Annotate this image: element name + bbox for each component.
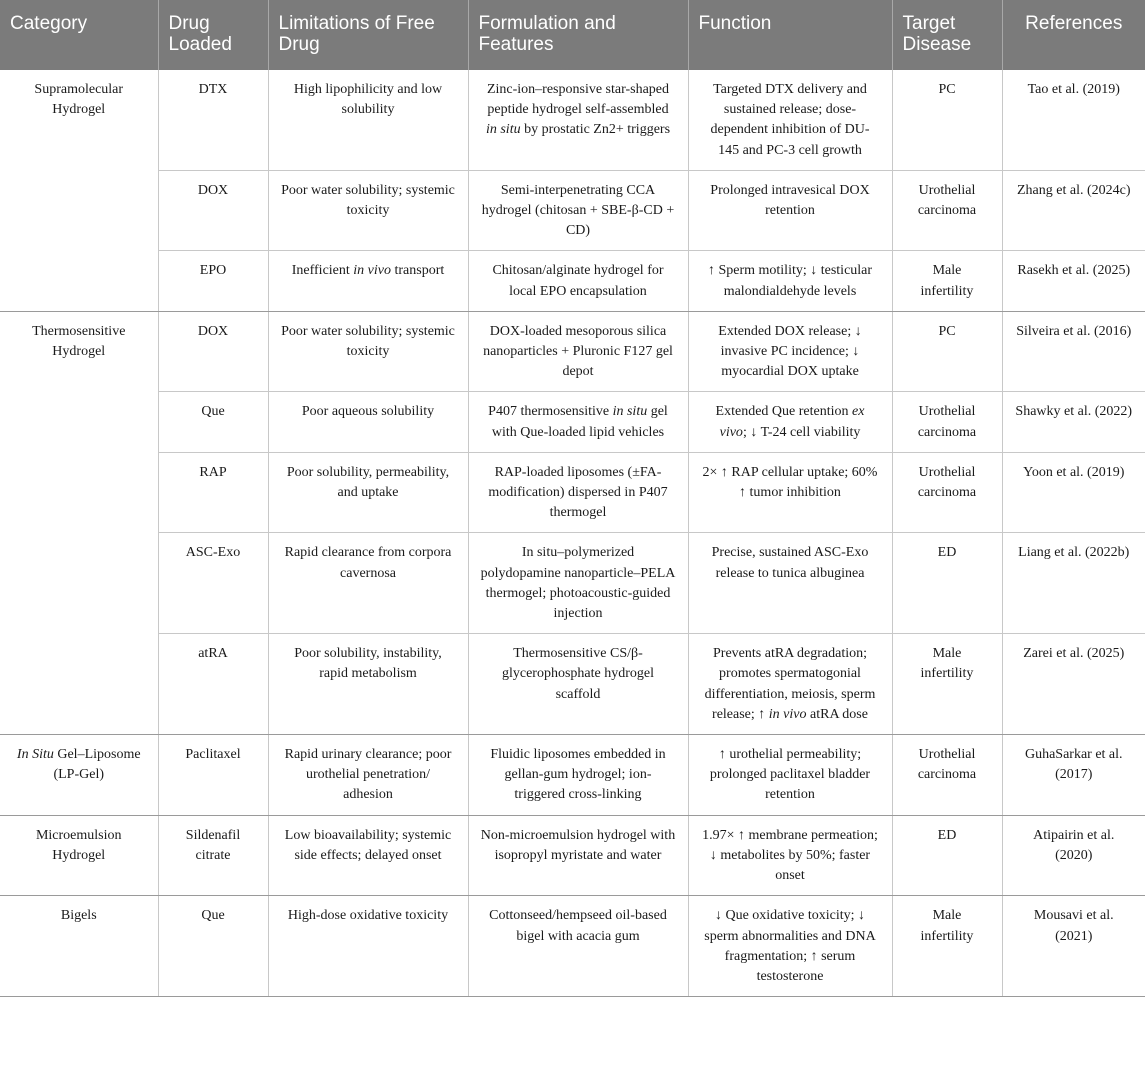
reference-cell: Shawky et al. (2022) (1002, 392, 1145, 452)
cell-text-part: Extended Que retention (715, 404, 852, 420)
formulation-cell (468, 170, 688, 251)
reference-cell: Yoon et al. (2019) (1002, 452, 1145, 533)
limitations-cell: Low bioavailability; systemic side effects; delayed onset (268, 815, 468, 896)
category-cell (0, 735, 158, 816)
header-limitations: Limitations of Free Drug (268, 0, 468, 70)
table-row (0, 392, 1145, 452)
table-row (0, 170, 1145, 251)
category-cell: Supramolecular Hydrogel (0, 70, 158, 311)
table-header-row (0, 0, 1145, 70)
cell-text-part: Gel–Liposome (LP-Gel) (53, 747, 141, 783)
header-drug-loaded: Drug Loaded (158, 0, 268, 70)
reference-cell: Liang et al. (2022b) (1002, 533, 1145, 634)
cell-text-part: ↓ Que oxidative toxicity; ↓ sperm abnormalities and DNA fragmentation; ↑ serum testosterone (704, 908, 876, 984)
target-disease-cell: ED (892, 533, 1002, 634)
cell-text-part: in vivo (768, 706, 807, 722)
header-category: Category (0, 0, 158, 70)
limitations-cell: Poor water solubility; systemic toxicity (268, 311, 468, 392)
function-cell (688, 634, 892, 735)
drug-cell: Que (158, 896, 268, 997)
formulation-cell (468, 896, 688, 997)
reference-cell: Zhang et al. (2024c) (1002, 170, 1145, 251)
cell-text-part: transport (391, 263, 445, 279)
table-row (0, 70, 1145, 170)
formulation-cell (468, 251, 688, 311)
drug-cell: DOX (158, 311, 268, 392)
function-cell (688, 533, 892, 634)
limitations-cell: High-dose oxidative toxicity (268, 896, 468, 997)
drug-cell: RAP (158, 452, 268, 533)
drug-cell: EPO (158, 251, 268, 311)
drug-cell: Sildenafil citrate (158, 815, 268, 896)
cell-text-part: Semi-interpenetrating CCA hydrogel (chitosan + SBE-β-CD + CD) (481, 182, 675, 239)
limitations-cell: Rapid clearance from corpora cavernosa (268, 533, 468, 634)
header-formulation: Formulation and Features (468, 0, 688, 70)
target-disease-cell: Male infertility (892, 251, 1002, 311)
reference-cell: Rasekh et al. (2025) (1002, 251, 1145, 311)
target-disease-cell: PC (892, 311, 1002, 392)
table-row (0, 815, 1145, 896)
formulation-cell (468, 70, 688, 170)
drug-cell: atRA (158, 634, 268, 735)
header-references: References (1002, 0, 1145, 70)
target-disease-cell: Male infertility (892, 634, 1002, 735)
cell-text-part: Inefficient (291, 263, 354, 279)
drug-cell: DOX (158, 170, 268, 251)
cell-text-part: RAP-loaded liposomes (±FA-modification) dispersed in P407 thermogel (488, 464, 668, 521)
target-disease-cell: Urothelial carcinoma (892, 392, 1002, 452)
limitations-cell: High lipophilicity and low solubility (268, 70, 468, 170)
function-cell (688, 70, 892, 170)
cell-text-part: Chitosan/alginate hydrogel for local EPO encapsulation (492, 263, 664, 299)
drug-cell: Paclitaxel (158, 735, 268, 816)
formulation-cell (468, 634, 688, 735)
cell-text-part: Prevents atRA degradation; promotes spermatogonial differentiation, meiosis, sperm release; ↑ (704, 646, 876, 722)
function-cell (688, 452, 892, 533)
drug-cell: Que (158, 392, 268, 452)
cell-text-part: Precise, sustained ASC-Exo release to tunica albuginea (711, 545, 869, 581)
category-cell: Bigels (0, 896, 158, 997)
function-cell (688, 311, 892, 392)
target-disease-cell: Urothelial carcinoma (892, 452, 1002, 533)
drug-cell: ASC-Exo (158, 533, 268, 634)
cell-text-part: Zinc-ion–responsive star-shaped peptide hydrogel self-assembled (486, 82, 670, 118)
reference-cell: Zarei et al. (2025) (1002, 634, 1145, 735)
formulation-cell (468, 452, 688, 533)
header-target-disease: Target Disease (892, 0, 1002, 70)
formulation-cell (468, 735, 688, 816)
reference-cell: GuhaSarkar et al. (2017) (1002, 735, 1145, 816)
limitations-cell (268, 251, 468, 311)
table-row (0, 896, 1145, 997)
target-disease-cell: ED (892, 815, 1002, 896)
cell-text-part: in vivo (353, 263, 391, 279)
limitations-cell: Poor water solubility; systemic toxicity (268, 170, 468, 251)
category-cell: Thermosensitive Hydrogel (0, 311, 158, 734)
function-cell (688, 735, 892, 816)
target-disease-cell: Urothelial carcinoma (892, 170, 1002, 251)
cell-text-part: ↑ urothelial permeability; prolonged paclitaxel bladder retention (709, 747, 871, 803)
table-row (0, 311, 1145, 392)
cell-text-part: Cottonseed/hempseed oil-based bigel with acacia gum (489, 908, 667, 944)
reference-cell: Mousavi et al. (2021) (1002, 896, 1145, 997)
cell-text-part: In Situ (16, 747, 54, 763)
cell-text-part: in situ (612, 404, 648, 420)
cell-text-part: Extended DOX release; ↓ invasive PC incidence; ↓ myocardial DOX uptake (718, 323, 862, 380)
cell-text-part: In situ–polymerized polydopamine nanoparticle–PELA thermogel; photoacoustic-guided injection (480, 545, 676, 622)
cell-text-part: Non-microemulsion hydrogel with isopropyl myristate and water (480, 827, 676, 863)
table-row (0, 735, 1145, 816)
formulation-cell (468, 533, 688, 634)
cell-text-part: Targeted DTX delivery and sustained release; dose-dependent inhibition of DU-145 and PC-3 cell growth (710, 82, 870, 158)
function-cell (688, 815, 892, 896)
cell-text-part: Thermosensitive CS/β-glycerophosphate hydrogel scaffold (501, 646, 654, 702)
function-cell (688, 896, 892, 997)
table-row (0, 452, 1145, 533)
cell-text-part: in situ (485, 122, 521, 138)
cell-text-part: ex vivo (719, 404, 865, 440)
function-cell (688, 170, 892, 251)
cell-text-part: 2× ↑ RAP cellular uptake; 60% ↑ tumor inhibition (702, 464, 878, 501)
limitations-cell: Poor solubility, permeability, and uptake (268, 452, 468, 533)
limitations-cell: Rapid urinary clearance; poor urothelial penetration/ adhesion (268, 735, 468, 816)
reference-cell: Atipairin et al. (2020) (1002, 815, 1145, 896)
cell-text-part: atRA dose (806, 706, 868, 722)
target-disease-cell: Male infertility (892, 896, 1002, 997)
cell-text-part: gel with Que-loaded lipid vehicles (491, 404, 668, 440)
table-row (0, 251, 1145, 311)
reference-cell: Tao et al. (2019) (1002, 70, 1145, 170)
limitations-cell: Poor solubility, instability, rapid metabolism (268, 634, 468, 735)
function-cell (688, 251, 892, 311)
table-body (0, 70, 1145, 997)
formulation-cell (468, 392, 688, 452)
cell-text-part: 1.97× ↑ membrane permeation; ↓ metabolites by 50%; faster onset (702, 827, 878, 884)
limitations-cell: Poor aqueous solubility (268, 392, 468, 452)
cell-text-part: by prostatic Zn2+ triggers (520, 122, 671, 138)
reference-cell: Silveira et al. (2016) (1002, 311, 1145, 392)
cell-text-part: DOX-loaded mesoporous silica nanoparticles + Pluronic F127 gel depot (483, 323, 673, 380)
formulation-cell (468, 815, 688, 896)
cell-text-part: Fluidic liposomes embedded in gellan-gum hydrogel; ion-triggered cross-linking (490, 747, 666, 803)
cell-text-part: ; ↓ T-24 cell viability (742, 424, 861, 440)
function-cell (688, 392, 892, 452)
drug-cell: DTX (158, 70, 268, 170)
table-row (0, 533, 1145, 634)
target-disease-cell: PC (892, 70, 1002, 170)
table-row (0, 634, 1145, 735)
formulation-cell (468, 311, 688, 392)
target-disease-cell: Urothelial carcinoma (892, 735, 1002, 816)
cell-text-part: Prolonged intravesical DOX retention (710, 182, 870, 219)
category-cell: Microemulsion Hydrogel (0, 815, 158, 896)
cell-text-part: ↑ Sperm motility; ↓ testicular malondialdehyde levels (707, 263, 873, 299)
header-function: Function (688, 0, 892, 70)
cell-text-part: P407 thermosensitive (488, 404, 613, 420)
